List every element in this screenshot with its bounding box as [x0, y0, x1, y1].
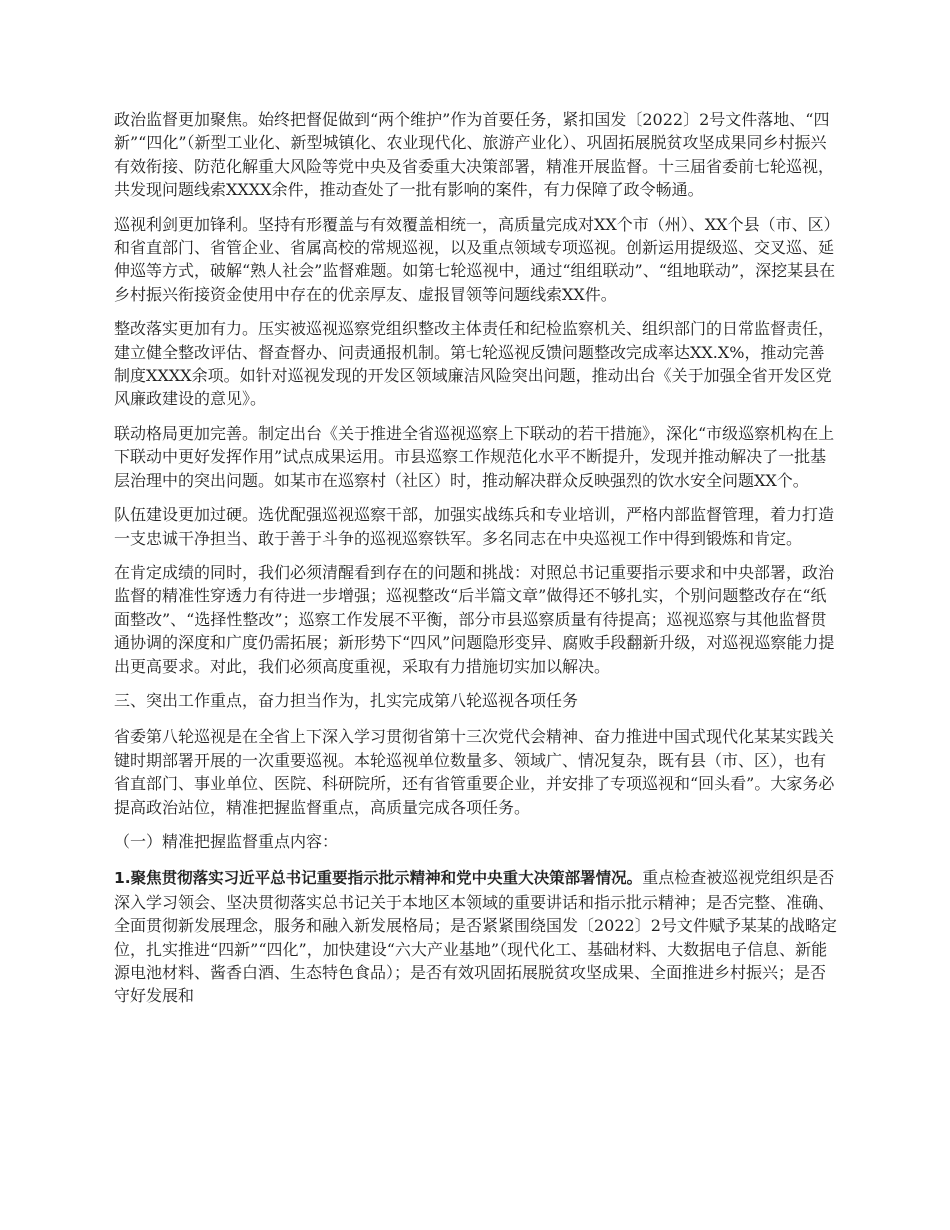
paragraph-team-building: 队伍建设更加过硬。选优配强巡视巡察干部，加强实战练兵和专业培训，严格内部监督管理，着力打造一支忠诚干净担当、敢于善于斗争的巡视巡察铁军。多名同志在中央巡视工作中得到锻炼和肯定。	[114, 505, 835, 548]
point-one-title: 1.聚焦贯彻落实习近平总书记重要指示批示精神和党中央重大决策部署情况。	[114, 869, 643, 888]
subheading-supervision-focus: （一）精准把握监督重点内容：	[114, 831, 339, 851]
section-heading-three: 三、突出工作重点，奋力担当作为，扎实完成第八轮巡视各项任务	[114, 690, 579, 710]
point-one-body: 重点检查被巡视党组织是否深入学习领会、坚决贯彻落实总书记关于本地区本领域的重要讲话和指示批示精神；是否完整、准确、全面贯彻新发展理念，服务和融入新发展格局；是否紧紧围绕国发〔2022〕2号文件赋予某某的战略定位，扎实推进“四新”“四化”，加快建设“六大产业基地”（现代化工、基础材料、大数据电子信息、新能源电池材料、酱香白酒、生态特色食品）；是否有效巩固拓展脱贫攻坚成果、全面推进乡村振兴；是否守好发展和	[114, 868, 837, 1006]
paragraph-point-one	[114, 866, 838, 1007]
paragraph-linkage: 联动格局更加完善。制定出台《关于推进全省巡视巡察上下联动的若干措施》，深化“市级巡察机构在上下联动中更好发挥作用”试点成果运用。市县巡察工作规范化水平不断提升，发现并推动解决了一批基层治理中的突出问题。如某市在巡察村（社区）时，推动解决群众反映强烈的饮水安全问题XX个。	[114, 423, 835, 490]
paragraph-inspection-sword: 巡视利剑更加锋利。坚持有形覆盖与有效覆盖相统一，高质量完成对XX个市（州）、XX个县（市、区）和省直部门、省管企业、省属高校的常规巡视，以及重点领域专项巡视。创新运用提级巡、交叉巡、延伸巡等方式，破解“熟人社会”监督难题。如第七轮巡视中，通过“组组联动”、“组地联动”，深挖某县在乡村振兴衔接资金使用中存在的优亲厚友、虚报冒领等问题线索XX件。	[114, 214, 836, 304]
paragraph-political-supervision: 政治监督更加聚焦。始终把督促做到“两个维护”作为首要任务，紧扣国发〔2022〕2号文件落地、“四新”“四化”（新型工业化、新型城镇化、农业现代化、旅游产业化）、巩固拓展脱贫攻坚成果同乡村振兴有效衔接、防范化解重大风险等党中央及省委重大决策部署，精准开展监督。十三届省委前七轮巡视，共发现问题线索XXXX余件，推动查处了一批有影响的案件，有力保障了政令畅通。	[114, 110, 835, 200]
paragraph-problems-challenges: 在肯定成绩的同时，我们必须清醒看到存在的问题和挑战：对照总书记重要指示要求和中央部署，政治监督的精准性穿透力有待进一步增强；巡视整改“后半篇文章”做得还不够扎实，个别问题整改存在“纸面整改”、“选择性整改”；巡察工作发展不平衡，部分市县巡察质量有待提高；巡视巡察与其他监督贯通协调的深度和广度仍需拓展；新形势下“四风”问题隐形变异、腐败手段翻新升级，对巡视巡察能力提出更高要求。对此，我们必须高度重视，采取有力措施切实加以解决。	[114, 562, 835, 676]
paragraph-rectification: 整改落实更加有力。压实被巡视巡察党组织整改主体责任和纪检监察机关、组织部门的日常监督责任，建立健全整改评估、督查督办、问责通报机制。第七轮巡视反馈问题整改完成率达XX.X%，推动完善制度XXXX余项。如针对巡视发现的开发区领域廉洁风险突出问题，推动出台《关于加强全省开发区党风廉政建设的意见》。	[114, 319, 835, 409]
paragraph-eighth-round-intro: 省委第八轮巡视是在全省上下深入学习贯彻省第十三次党代会精神、奋力推进中国式现代化某某实践关键时期部署开展的一次重要巡视。本轮巡视单位数量多、领域广、情况复杂，既有县（市、区），也有省直部门、事业单位、医院、科研院所，还有省管重要企业，并安排了专项巡视和“回头看”。大家务必提高政治站位，精准把握监督重点，高质量完成各项任务。	[114, 727, 835, 817]
